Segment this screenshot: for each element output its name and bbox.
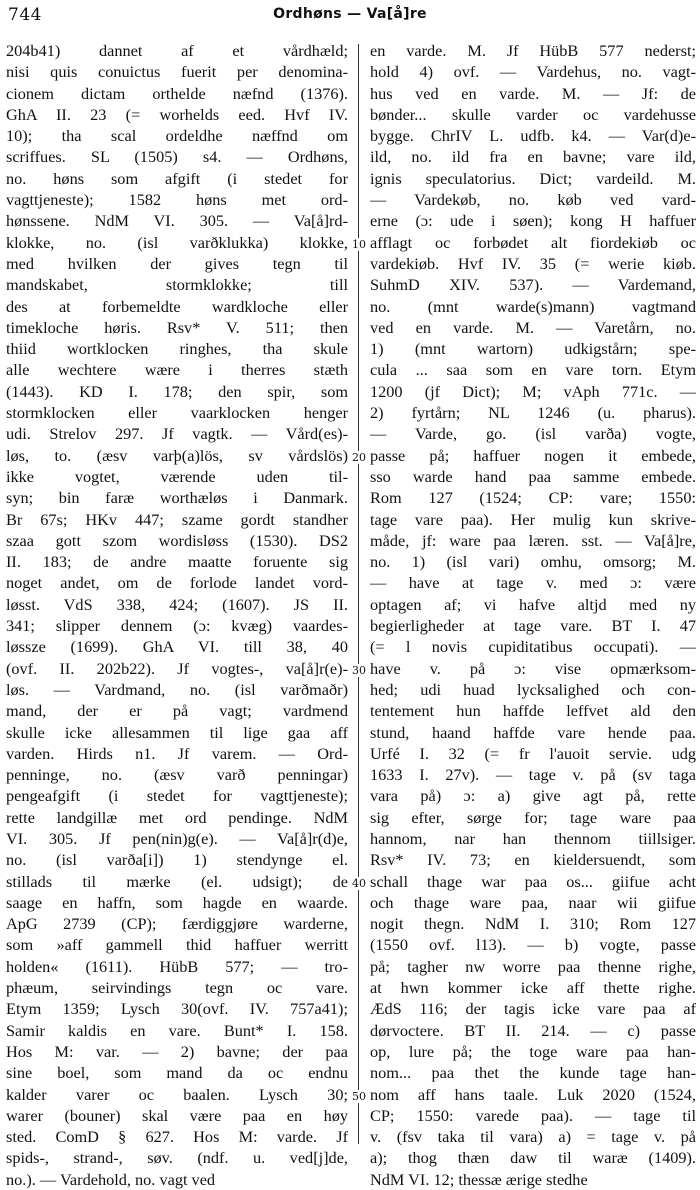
text-line: bønder... skulle varder oc vardehusse	[370, 104, 696, 124]
text-line: klokke, no. (isl varðklukka) klokke,	[6, 232, 348, 252]
page-number: 744	[8, 5, 42, 25]
text-line: nom aff hans taale. Luk 2020 (1524,	[370, 1084, 696, 1104]
text-line: no. (mnt warde(s)mann) vagtmand	[370, 296, 696, 316]
text-line: ved en varde. M. — Varetårn, no.	[370, 317, 696, 337]
text-line: cula ... saa som en vare torn. Etym	[370, 360, 696, 380]
right-column	[370, 40, 696, 1190]
text-line: scriffues. SL (1505) s4. — Ordhøns,	[6, 147, 348, 167]
text-line: måde, jf: ware paa læren. sst. — Va[å]re,	[370, 530, 696, 550]
text-line: ApG 2739 (CP); færdiggjøre warderne,	[6, 914, 348, 934]
text-line: szaa gott szom wordisløss (1530). DS2	[6, 530, 348, 550]
text-line: 1633 I. 27v). — tage v. på (sv taga	[370, 765, 696, 785]
text-line: Samir kaldis en vare. Bunt* I. 158.	[6, 1020, 348, 1040]
text-line: penninge, no. (æsv varð penningar)	[6, 765, 348, 785]
text-line: stormklocken eller vaarklocken henger	[6, 403, 348, 423]
text-line: spids-, strand-, søv. (ndf. u. ved[j]de,	[6, 1148, 348, 1168]
text-line: — Varde, go. (isl varða) vogte,	[370, 424, 696, 444]
text-line: Rom 127 (1524; CP: vare; 1550:	[370, 488, 696, 508]
line-number-50: 50	[352, 1090, 366, 1103]
text-line: sine boel, som mand da oc endnu	[6, 1063, 348, 1083]
text-line: Etym 1359; Lysch 30(ovf. IV. 757a41);	[6, 999, 348, 1019]
text-line: bygge. ChrIV L. udfb. k4. — Var(d)e-	[370, 126, 696, 146]
text-line: schall thage war paa os... giifue acht	[370, 871, 696, 891]
text-line: NdM VI. 12; thessæ ærige stedhe	[370, 1169, 588, 1189]
text-line: (= l novis cupiditatibus occupati). —	[370, 637, 696, 657]
text-line: passe på; haffuer nogen it embede,	[370, 445, 696, 465]
text-line: syn; bin faræ worthæløs i Danmark.	[6, 488, 348, 508]
text-line: alle wechtere wære i therres stæth	[6, 360, 348, 380]
text-line: (ovf. II. 202b22). Jf vogtes-, va[å]r(e)-	[6, 658, 348, 678]
text-line: a); thog thæn daw til waræ (1409).	[370, 1148, 696, 1168]
text-line: 204b41) dannet af et vårdhæld;	[6, 41, 348, 60]
text-line: phæum, seirvindings tegn oc vare.	[6, 978, 348, 998]
line-number-10: 10	[352, 238, 366, 251]
text-line: sig efter, sørge for; tage ware paa	[370, 807, 696, 827]
text-line: med hvilken der gives tegn til	[6, 253, 348, 273]
text-line: på; tagher nw worre paa thenne righe,	[370, 956, 696, 976]
left-column	[6, 40, 348, 1190]
text-line: v. (fsv taka til vara) a) = tage v. på	[370, 1127, 696, 1147]
text-line: ikke vogtet, værende uden til-	[6, 466, 348, 486]
text-line: 2) fyrtårn; NL 1246 (u. pharus).	[370, 403, 696, 423]
text-line: ÆdS 116; der tagis icke vare paa af	[370, 999, 696, 1019]
text-line: optagen af; vi hafve altjd med ny	[370, 594, 696, 614]
text-line: 341; slipper dennem (ɔ: kvæg) vaardes-	[6, 616, 348, 636]
text-line: 1200 (jf Dict); M; vAph 771c. —	[370, 381, 696, 401]
page-header	[0, 0, 700, 34]
text-line: mand, der er på vagt; vardmend	[6, 701, 348, 721]
text-line: nogit thegn. NdM I. 310; Rom 127	[370, 914, 696, 934]
text-line: no.). — Vardehold, no. vagt ved	[6, 1169, 216, 1189]
text-line: GhA II. 23 (= worhelds eed. Hvf IV.	[6, 104, 348, 124]
text-line: afflagt oc forbødet alt fiordekiøb oc	[370, 232, 696, 252]
text-line: dørvoctere. BT II. 214. — c) passe	[370, 1020, 696, 1040]
text-line: en varde. M. Jf HübB 577 nederst;	[370, 41, 696, 60]
text-line: løs. — Vardmand, no. (isl varðmaðr)	[6, 679, 348, 699]
text-line: rette landgillæ met ord pendinge. NdM	[6, 807, 348, 827]
text-line: timekloche høris. Rsv* V. 511; then	[6, 317, 348, 337]
text-line: ild, no. ild fra en bavne; vare ild,	[370, 147, 696, 167]
text-line: holden« (1611). HübB 577; — tro-	[6, 956, 348, 976]
text-line: Hos M: var. — 2) bavne; der paa	[6, 1041, 348, 1061]
text-line: och thage ware paa, naar wii giifue	[370, 892, 696, 912]
text-line: udi. Strelov 297. Jf vagtk. — Vård(es)-	[6, 424, 348, 444]
text-line: saage en haffn, som hagde en waarde.	[6, 892, 348, 912]
text-line: no. 1) (isl vari) omhu, omsorg; M.	[370, 552, 696, 572]
text-line: tage vare paa). Her mulig kun skrive-	[370, 509, 696, 529]
text-line: (1443). KD I. 178; den spir, som	[6, 381, 348, 401]
text-line: hannom, nar han thennom tiillsiger.	[370, 828, 696, 848]
text-line: no. høns som afgift (i stedet for	[6, 168, 348, 188]
text-line: hold 4) ovf. — Vardehus, no. vagt-	[370, 62, 696, 82]
text-line: tentement hun haffde leffvet ald den	[370, 701, 696, 721]
text-line: Rsv* IV. 73; en kieldersuendt, som	[370, 850, 696, 870]
text-line: ignis speculatorius. Dict; vardeild. M.	[370, 168, 696, 188]
text-line: hus ved en varde. M. — Jf: de	[370, 83, 696, 103]
text-line: cionem dictam orthelde næfnd (1376).	[6, 83, 348, 103]
text-line: at hwn kommer icke aff thette righe.	[370, 978, 696, 998]
text-line: Urfé I. 32 (= fr l'auoit servie. udg	[370, 743, 696, 763]
text-line: op, lure på; the toge ware paa han-	[370, 1041, 696, 1061]
text-line: varden. Hirds n1. Jf varem. — Ord-	[6, 743, 348, 763]
text-line: skulle icke allesammen til lige gaa aff	[6, 722, 348, 742]
text-line: hed; udi huad lycksalighed och con-	[370, 679, 696, 699]
line-number-40: 40	[352, 877, 366, 890]
text-line: have v. på ɔ: vise opmærksom-	[370, 658, 696, 678]
text-line: stillads til mærke (el. udsigt); de	[6, 871, 348, 891]
text-line: løs, to. (æsv varþ(a)lös, sv vårdslös)	[6, 445, 348, 465]
text-line: thiid wortklocken ringhes, tha skule	[6, 339, 348, 359]
text-line: SuhmD XIV. 537). — Vardemand,	[370, 275, 696, 295]
text-line: des at forbemeldte wardkloche eller	[6, 296, 348, 316]
text-line: 10); tha scal ordeldhe næffnd om	[6, 126, 348, 146]
text-line: kalder varer oc baalen. Lysch 30;	[6, 1084, 348, 1104]
text-line: vardekiøb. Hvf IV. 35 (= werie kiøb.	[370, 253, 696, 273]
text-line: VI. 305. Jf pen(nin)g(e). — Va[å]r(d)e,	[6, 828, 348, 848]
text-line: nisi quis conuictus fuerit per denomina-	[6, 62, 348, 82]
text-line: hønssene. NdM VI. 305. — Va[å]rd-	[6, 211, 348, 231]
text-line: vagttjeneste); 1582 høns met ord-	[6, 190, 348, 210]
running-head: Ordhøns — Va[å]re	[273, 6, 427, 22]
text-line: warer (bouner) skal være paa en høy	[6, 1105, 348, 1125]
text-line: — Vardekøb, no. køb ved vard-	[370, 190, 696, 210]
text-line: pengeafgift (i stedet for vagttjeneste);	[6, 786, 348, 806]
text-line: sso warde hand paa samme embede.	[370, 466, 696, 486]
line-number-30: 30	[352, 664, 366, 677]
text-line: som »aff gammell thid haffuer werritt	[6, 935, 348, 955]
text-line: begierligheder at tage vare. BT I. 47	[370, 616, 696, 636]
text-line: CP; 1550: varede paa). — tage til	[370, 1105, 696, 1125]
text-line: — have at tage v. med ɔ: være	[370, 573, 696, 593]
text-line: II. 183; de andre maatte foruente sig	[6, 552, 348, 572]
text-line: mandskabet, stormklokke; till	[6, 275, 348, 295]
text-line: Br 67s; HKv 447; szame gordt standher	[6, 509, 348, 529]
text-line: løssze (1699). GhA VI. till 38, 40	[6, 637, 348, 657]
text-line: vara på) ɔ: a) give agt på, rette	[370, 786, 696, 806]
text-line: nom... paa thet the kunde tage han-	[370, 1063, 696, 1083]
text-line: løsst. VdS 338, 424; (1607). JS II.	[6, 594, 348, 614]
text-line: sted. ComD § 627. Hos M: varde. Jf	[6, 1127, 348, 1147]
text-line: no. (isl varða[i]) 1) stendynge el.	[6, 850, 348, 870]
text-line: noget andet, om de forlode landet vord-	[6, 573, 348, 593]
column-divider	[358, 44, 359, 1144]
line-number-20: 20	[352, 451, 366, 464]
text-line: 1) (mnt wartorn) udkigstårn; spe-	[370, 339, 696, 359]
text-line: stund, haand haffde vare hende paa.	[370, 722, 696, 742]
text-line: erne (ɔ: ude i søen); kong H haffuer	[370, 211, 696, 231]
text-line: (1550 ovf. l13). — b) vogte, passe	[370, 935, 696, 955]
